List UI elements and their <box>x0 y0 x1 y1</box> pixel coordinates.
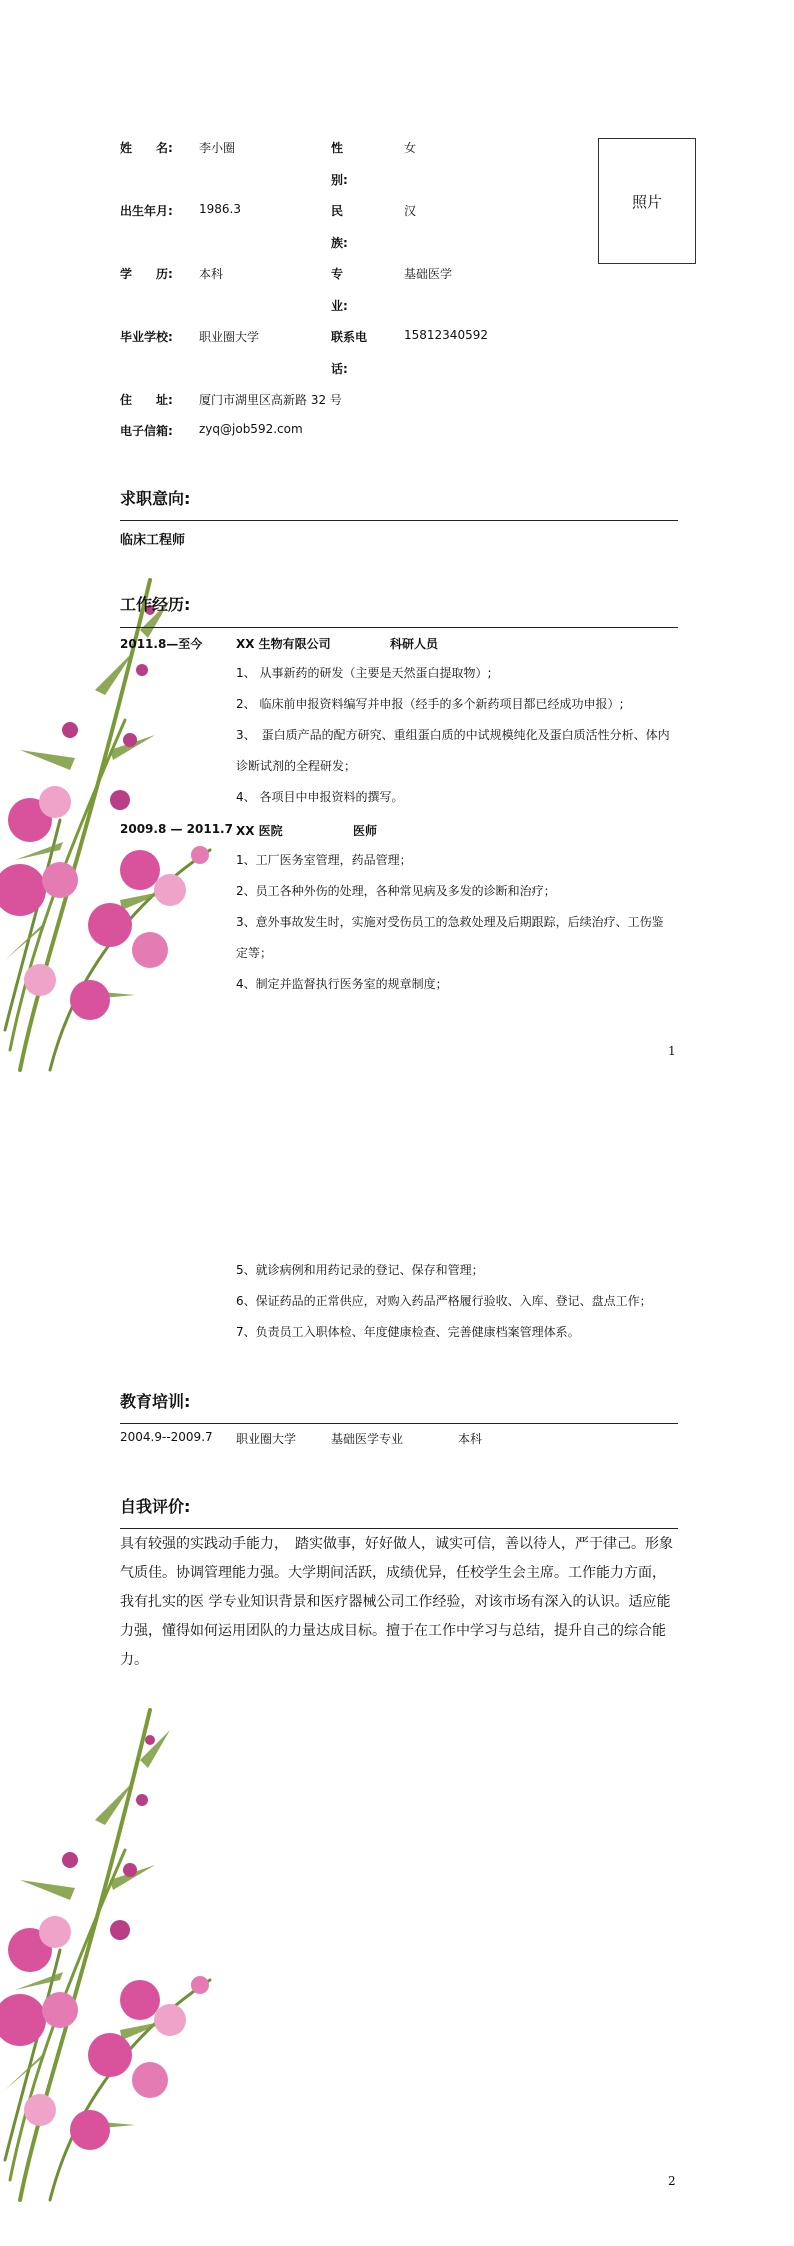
school-value: 职业圈大学 <box>199 330 260 344</box>
education-period: 2004.9--2009.7 <box>120 1430 213 1444</box>
birth-value: 1986.3 <box>199 202 241 216</box>
major-label: 专 <box>331 267 344 281</box>
job2-duty-6: 6、保证药品的正常供应，对购入药品严格履行验收、入库、登记、盘点工作； <box>236 1294 652 1308</box>
education-degree: 本科 <box>458 1432 483 1446</box>
major-label-cont: 业: <box>331 299 348 313</box>
page-break <box>0 1088 794 1186</box>
job2-duty-3-cont: 定等； <box>236 946 273 960</box>
evaluation-title: 自我评价: <box>120 1497 191 1516</box>
email-value: zyq@job592.com <box>199 422 303 436</box>
page-number-2: 2 <box>668 2174 676 2188</box>
job2-role: 医师 <box>353 824 378 838</box>
education-divider <box>120 1423 678 1424</box>
evaluation-divider <box>120 1528 678 1529</box>
gender-label-cont: 别: <box>331 173 348 187</box>
evaluation-line-4: 力强，懂得如何运用团队的力量达成目标。擅于在工作中学习与总结，提升自己的综合能 <box>120 1623 666 1639</box>
experience-title: 工作经历: <box>120 595 191 614</box>
evaluation-line-3: 我有扎实的医 学专业知识背景和医疗器械公司工作经验，对该市场有深入的认识。适应能 <box>120 1594 671 1610</box>
education-title: 教育培训: <box>120 1392 191 1411</box>
phone-label-cont: 话: <box>331 362 348 376</box>
phone-label: 联系电 <box>331 330 368 344</box>
education-school: 职业圈大学 <box>236 1432 297 1446</box>
address-label: 住 址: <box>120 393 173 407</box>
ethnic-value: 汉 <box>404 204 417 218</box>
name-label: 姓 名: <box>120 141 173 155</box>
job2-period: 2009.8 — 2011.7 <box>120 822 233 836</box>
address-value: 厦门市湖里区高新路 32 号 <box>199 393 342 407</box>
objective-divider <box>120 520 678 521</box>
objective-title: 求职意向: <box>120 489 191 508</box>
job1-period: 2011.8—至今 <box>120 637 203 651</box>
evaluation-line-2: 气质佳。协调管理能力强。大学期间活跃，成绩优异，任校学生会主席。工作能力方面， <box>120 1565 666 1581</box>
job1-company: XX 生物有限公司 <box>236 637 331 651</box>
job1-duty-1: 1、 从事新药的研发（主要是天然蛋白提取物）; <box>236 666 492 680</box>
name-value: 李小圈 <box>199 141 236 155</box>
major-value: 基础医学 <box>404 267 453 281</box>
job2-duty-5: 5、就诊病例和用药记录的登记、保存和管理； <box>236 1263 484 1277</box>
job2-duty-3: 3、意外事故发生时，实施对受伤员工的急救处理及后期跟踪，后续治疗、工伤鉴 <box>236 915 664 929</box>
photo-label: 照片 <box>631 192 662 211</box>
evaluation-line-1: 具有较强的实践动手能力， 踏实做事，好好做人，诚实可信，善以待人，严于律己。形象 <box>120 1536 673 1552</box>
job2-duty-7: 7、负责员工入职体检、年度健康检查、完善健康档案管理体系。 <box>236 1325 580 1339</box>
page-number-1: 1 <box>668 1044 676 1058</box>
experience-divider <box>120 627 678 628</box>
evaluation-line-5: 力。 <box>120 1652 148 1668</box>
gender-label: 性 <box>331 141 344 155</box>
job1-role: 科研人员 <box>390 637 439 651</box>
birth-label: 出生年月: <box>120 204 173 218</box>
job2-duty-4: 4、制定并监督执行医务室的规章制度； <box>236 977 448 991</box>
job1-duty-2: 2、 临床前申报资料编写并申报（经手的多个新药项目都已经成功申报）; <box>236 697 624 711</box>
ethnic-label: 民 <box>331 204 344 218</box>
objective-position: 临床工程师 <box>120 533 186 548</box>
education-label: 学 历: <box>120 267 173 281</box>
education-value: 本科 <box>199 267 224 281</box>
flower-illustration-page2 <box>0 1700 240 2220</box>
job1-duty-3: 3、 蛋白质产品的配方研究、重组蛋白质的中试规模纯化及蛋白质活性分析、体内 <box>236 728 670 742</box>
job2-company: XX 医院 <box>236 824 283 838</box>
job2-duty-1: 1、工厂医务室管理，药品管理； <box>236 853 412 867</box>
flower-blossoms <box>0 1735 209 2150</box>
job1-duty-4: 4、 各项目中申报资料的撰写。 <box>236 790 404 804</box>
job1-duty-3-cont: 诊断试剂的全程研发； <box>236 759 357 773</box>
email-label: 电子信箱: <box>120 424 173 438</box>
photo-placeholder <box>598 138 696 264</box>
education-major: 基础医学专业 <box>331 1432 404 1446</box>
gender-value: 女 <box>404 141 417 155</box>
job2-duty-2: 2、员工各种外伤的处理，各种常见病及多发的诊断和治疗； <box>236 884 556 898</box>
ethnic-label-cont: 族: <box>331 236 348 250</box>
phone-value: 15812340592 <box>404 328 488 342</box>
flower-blossoms <box>0 605 209 1020</box>
school-label: 毕业学校: <box>120 330 173 344</box>
